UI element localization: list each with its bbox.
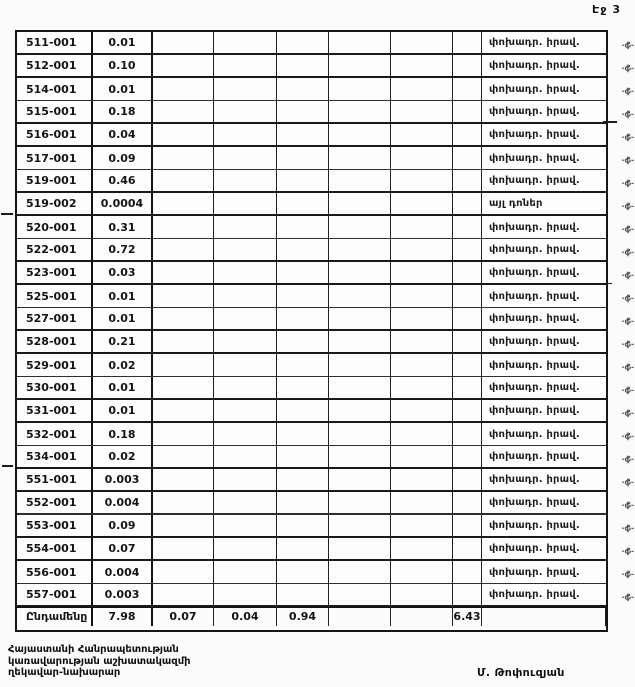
empty-cell — [453, 515, 482, 536]
empty-cell — [153, 400, 214, 421]
empty-cell — [214, 423, 277, 445]
table-row — [17, 492, 606, 515]
code-cell: 532-001 — [17, 423, 93, 445]
label-cell: փոխադր. իրավ. — [489, 428, 580, 440]
empty-cell — [391, 78, 453, 100]
empty-cell — [277, 515, 329, 536]
empty-cell — [453, 239, 482, 260]
empty-cell — [329, 262, 391, 283]
empty-cell — [329, 492, 391, 513]
table-row — [17, 469, 606, 492]
value-cell: 0.04 — [93, 124, 153, 145]
empty-cell — [453, 32, 482, 53]
margin-bleed-mark: ֊ֆ· — [621, 316, 635, 327]
scan-artifact-line — [603, 121, 617, 123]
value-cell: 0.004 — [93, 561, 153, 583]
empty-cell — [453, 538, 482, 559]
value-cell: 0.02 — [93, 354, 153, 376]
empty-cell — [153, 469, 214, 490]
empty-cell — [453, 147, 482, 169]
value-cell: 0.01 — [93, 308, 153, 329]
code-cell: 519-001 — [17, 170, 93, 191]
total-value-cell: 0.07 — [153, 608, 214, 626]
table-row — [17, 239, 606, 262]
total-value-cell: 7.98 — [93, 608, 153, 626]
margin-bleed-mark: ֊ֆ· — [621, 339, 635, 350]
table-row — [17, 147, 606, 170]
empty-cell — [277, 561, 329, 583]
total-value-cell: 0.94 — [277, 608, 329, 626]
empty-cell — [391, 446, 453, 467]
empty-cell — [153, 262, 214, 283]
table-row — [17, 32, 606, 55]
table-row — [17, 515, 606, 538]
code-cell: 512-001 — [17, 55, 93, 76]
table-row — [17, 78, 606, 101]
code-cell: 514-001 — [17, 78, 93, 100]
empty-cell — [153, 308, 214, 329]
empty-cell — [153, 446, 214, 467]
empty-cell — [277, 446, 329, 467]
margin-bleed-mark: ֊ֆ· — [621, 132, 635, 143]
margin-bleed-mark: ֊ֆ· — [621, 500, 635, 511]
empty-cell — [153, 584, 214, 605]
scan-artifact-line — [2, 465, 13, 467]
empty-cell — [277, 193, 329, 214]
empty-cell — [453, 377, 482, 398]
table-row — [17, 538, 606, 561]
margin-bleed-mark: ֊ֆ· — [621, 247, 635, 258]
label-cell — [17, 626, 93, 631]
label-cell: փոխադր. իրավ. — [489, 520, 580, 531]
margin-bleed-mark: ֊ֆ· — [621, 109, 635, 120]
empty-cell — [453, 400, 482, 421]
table-row — [17, 561, 606, 584]
code-cell: 525-001 — [17, 285, 93, 307]
empty-cell — [391, 354, 453, 376]
empty-cell — [391, 285, 453, 307]
code-cell: 516-001 — [17, 124, 93, 145]
footer-office-text — [8, 644, 191, 679]
empty-cell — [329, 377, 391, 398]
margin-bleed-mark: ֊ֆ· — [621, 408, 635, 419]
empty-cell — [453, 423, 482, 445]
label-cell: փոխադր. իրավ. — [489, 60, 580, 71]
empty-cell — [391, 101, 453, 122]
code-cell: 534-001 — [17, 446, 93, 467]
code-cell: 529-001 — [17, 354, 93, 376]
total-row — [17, 607, 606, 630]
empty-cell — [153, 515, 214, 536]
empty-cell — [153, 377, 214, 398]
margin-bleed-mark: ֊ֆ· — [621, 178, 635, 189]
table-row — [17, 55, 606, 78]
label-cell: փոխադր. իրավ. — [489, 267, 580, 278]
empty-cell — [214, 469, 277, 490]
scan-artifact-line — [600, 283, 612, 284]
empty-cell — [391, 170, 453, 191]
empty-cell — [214, 308, 277, 329]
empty-cell — [329, 354, 391, 376]
scan-artifact-line — [1, 213, 13, 215]
empty-cell — [153, 216, 214, 238]
empty-cell — [214, 147, 277, 169]
empty-cell — [214, 492, 277, 513]
empty-cell — [153, 331, 214, 352]
empty-cell — [153, 423, 214, 445]
empty-cell — [329, 32, 391, 53]
label-cell: փոխադր. իրավ. — [489, 313, 580, 324]
value-cell: 0.31 — [93, 216, 153, 238]
empty-cell — [214, 216, 277, 238]
empty-cell — [329, 446, 391, 467]
empty-cell — [329, 308, 391, 329]
empty-cell — [214, 101, 277, 122]
empty-cell — [329, 331, 391, 352]
empty-cell — [214, 584, 277, 605]
total-value-cell: 0.04 — [214, 608, 277, 626]
label-cell: փոխադր. իրավ. — [489, 497, 580, 508]
table-row — [17, 124, 606, 147]
code-cell: 522-001 — [17, 239, 93, 260]
empty-cell — [391, 262, 453, 283]
margin-bleed-mark: ֊ֆ· — [621, 431, 635, 442]
label-cell: փոխադր. իրավ. — [489, 451, 580, 462]
total-value-cell — [329, 608, 391, 626]
margin-bleed-mark: ֊ֆ· — [621, 592, 635, 603]
signature-name: Մ. Թոփուզյան — [477, 666, 565, 679]
empty-cell — [391, 308, 453, 329]
empty-cell — [277, 216, 329, 238]
value-cell: 0.03 — [93, 262, 153, 283]
value-cell: 0.01 — [93, 285, 153, 307]
empty-cell — [277, 239, 329, 260]
total-value-cell: 6.43 — [453, 608, 482, 626]
footer-line-2: կառավարության աշխատակազմի — [8, 655, 191, 667]
table-row — [17, 584, 606, 607]
label-cell: այլ դոներ — [489, 198, 543, 209]
empty-cell — [391, 561, 453, 583]
value-cell: 0.46 — [93, 170, 153, 191]
empty-cell — [277, 78, 329, 100]
value-cell: 0.01 — [93, 400, 153, 421]
empty-cell — [391, 515, 453, 536]
empty-cell — [329, 561, 391, 583]
code-cell: 520-001 — [17, 216, 93, 238]
value-cell: 0.09 — [93, 147, 153, 169]
total-value-cell — [391, 608, 453, 626]
total-value-cell — [482, 608, 606, 626]
empty-cell — [277, 262, 329, 283]
empty-cell — [329, 101, 391, 122]
label-cell: փոխադր. իրավ. — [489, 566, 580, 578]
empty-cell — [329, 147, 391, 169]
empty-cell — [277, 400, 329, 421]
label-cell: փոխադր. իրավ. — [489, 37, 580, 48]
empty-cell — [453, 446, 482, 467]
empty-cell — [277, 308, 329, 329]
label-cell: փոխադր. իրավ. — [489, 244, 580, 255]
label-cell: փոխադր. իրավ. — [489, 405, 580, 416]
margin-bleed-mark: ֊ֆ· — [621, 293, 635, 304]
empty-cell — [153, 32, 214, 53]
empty-cell — [153, 354, 214, 376]
empty-cell — [329, 423, 391, 445]
empty-cell — [391, 377, 453, 398]
table-row — [17, 101, 606, 124]
code-cell: 552-001 — [17, 492, 93, 513]
table-row — [17, 285, 606, 308]
label-cell: փոխադր. իրավ. — [489, 382, 580, 393]
empty-cell — [214, 124, 277, 145]
value-cell: 0.09 — [93, 515, 153, 536]
empty-cell — [214, 538, 277, 559]
empty-cell — [453, 469, 482, 490]
empty-cell — [329, 78, 391, 100]
margin-bleed-mark: ֊ֆ· — [621, 86, 635, 97]
margin-bleed-mark: ֊ֆ· — [621, 362, 635, 373]
page-number-label: Էջ 3 — [592, 3, 621, 16]
empty-cell — [277, 538, 329, 559]
ledger-table — [15, 30, 608, 632]
code-cell: 528-001 — [17, 331, 93, 352]
margin-bleed-mark: ֊ֆ· — [621, 270, 635, 281]
value-cell: 0.10 — [93, 55, 153, 76]
empty-cell — [329, 584, 391, 605]
empty-cell — [277, 55, 329, 76]
empty-cell — [277, 584, 329, 605]
margin-bleed-mark: ֊ֆ· — [621, 224, 635, 235]
empty-cell — [453, 331, 482, 352]
empty-cell — [153, 561, 214, 583]
value-cell: 0.004 — [93, 492, 153, 513]
empty-cell — [214, 239, 277, 260]
empty-cell — [329, 55, 391, 76]
footer-line-3: ղեկավար-նախարար — [8, 667, 121, 678]
empty-cell — [453, 101, 482, 122]
empty-cell — [453, 55, 482, 76]
empty-cell — [277, 492, 329, 513]
empty-cell — [453, 216, 482, 238]
code-cell: 557-001 — [17, 584, 93, 605]
footer-line-1: Հայաստանի Հանրապետության — [8, 644, 179, 655]
empty-cell — [153, 124, 214, 145]
empty-cell — [277, 147, 329, 169]
value-cell: 0.18 — [93, 423, 153, 445]
empty-cell — [391, 331, 453, 352]
label-cell: փոխադր. իրավ. — [489, 474, 580, 485]
empty-cell — [391, 469, 453, 490]
empty-cell — [453, 354, 482, 376]
empty-cell — [391, 193, 453, 214]
empty-cell — [391, 400, 453, 421]
empty-cell — [153, 170, 214, 191]
margin-bleed-mark: ֊ֆ· — [621, 477, 635, 488]
empty-cell — [453, 584, 482, 605]
code-cell: 556-001 — [17, 561, 93, 583]
empty-cell — [453, 492, 482, 513]
empty-cell — [277, 32, 329, 53]
empty-cell — [391, 239, 453, 260]
value-cell: 0.01 — [93, 78, 153, 100]
value-cell: 0.0004 — [93, 193, 153, 214]
margin-bleed-mark: ֊ֆ· — [621, 155, 635, 166]
empty-cell — [214, 32, 277, 53]
code-cell: 527-001 — [17, 308, 93, 329]
empty-cell — [329, 400, 391, 421]
code-cell: 553-001 — [17, 515, 93, 536]
empty-cell — [329, 193, 391, 214]
empty-cell — [391, 55, 453, 76]
empty-cell — [329, 170, 391, 191]
margin-bleed-mark: ֊ֆ· — [621, 569, 635, 580]
table-row — [17, 216, 606, 239]
empty-cell — [153, 78, 214, 100]
table-row — [17, 423, 606, 446]
value-cell: 0.02 — [93, 446, 153, 467]
value-cell: 0.01 — [93, 32, 153, 53]
code-cell: 515-001 — [17, 101, 93, 122]
empty-cell — [329, 285, 391, 307]
table-row — [17, 354, 606, 377]
margin-bleed-mark: ֊ֆ· — [621, 63, 635, 74]
empty-cell — [329, 515, 391, 536]
empty-cell — [277, 469, 329, 490]
empty-cell — [329, 538, 391, 559]
empty-cell — [391, 584, 453, 605]
empty-cell — [214, 285, 277, 307]
label-cell: փոխադր. իրավ. — [489, 175, 580, 186]
empty-cell — [277, 285, 329, 307]
margin-bleed-mark: ֊ֆ· — [621, 201, 635, 212]
empty-cell — [391, 147, 453, 169]
empty-cell — [153, 193, 214, 214]
empty-cell — [277, 354, 329, 376]
empty-cell — [277, 377, 329, 398]
empty-cell — [214, 446, 277, 467]
empty-cell — [453, 285, 482, 307]
empty-cell — [277, 331, 329, 352]
empty-cell — [453, 124, 482, 145]
empty-cell — [214, 561, 277, 583]
empty-cell — [153, 101, 214, 122]
empty-cell — [153, 239, 214, 260]
empty-cell — [453, 561, 482, 583]
margin-bleed-mark: ֊ֆ· — [621, 40, 635, 51]
label-cell: փոխադր. իրավ. — [489, 221, 580, 233]
value-cell: 0.003 — [93, 584, 153, 605]
label-cell: փոխադր. իրավ. — [489, 290, 580, 302]
code-cell: 523-001 — [17, 262, 93, 283]
code-cell: 554-001 — [17, 538, 93, 559]
label-cell: փոխադր. իրավ. — [489, 129, 580, 140]
table-row — [17, 446, 606, 469]
table-row — [17, 400, 606, 423]
empty-cell — [329, 239, 391, 260]
margin-bleed-mark: ֊ֆ· — [621, 454, 635, 465]
empty-cell — [391, 124, 453, 145]
empty-cell — [153, 492, 214, 513]
empty-cell — [153, 147, 214, 169]
margin-bleed-mark: ֊ֆ· — [621, 523, 635, 534]
empty-cell — [214, 78, 277, 100]
empty-cell — [153, 55, 214, 76]
empty-cell — [453, 193, 482, 214]
empty-cell — [329, 469, 391, 490]
empty-cell — [391, 538, 453, 559]
empty-cell — [329, 216, 391, 238]
label-cell: փոխադր. իրավ. — [489, 359, 580, 371]
table-row — [17, 377, 606, 400]
value-cell: 0.003 — [93, 469, 153, 490]
empty-cell — [214, 400, 277, 421]
code-cell: 519-002 — [17, 193, 93, 214]
value-cell: 0.18 — [93, 101, 153, 122]
empty-cell — [329, 124, 391, 145]
empty-cell — [214, 377, 277, 398]
code-cell: 551-001 — [17, 469, 93, 490]
label-cell: փոխադր. իրավ. — [489, 106, 580, 117]
empty-cell — [453, 170, 482, 191]
empty-cell — [214, 170, 277, 191]
empty-cell — [391, 216, 453, 238]
empty-cell — [214, 331, 277, 352]
empty-cell — [277, 124, 329, 145]
empty-cell — [391, 32, 453, 53]
empty-cell — [214, 193, 277, 214]
label-cell: փոխադր. իրավ. — [489, 543, 580, 554]
empty-cell — [453, 262, 482, 283]
table-row — [17, 170, 606, 193]
code-cell: 530-001 — [17, 377, 93, 398]
label-cell: փոխադր. իրավ. — [489, 336, 580, 347]
label-cell: փոխադր. իրավ. — [489, 83, 580, 95]
code-cell: 517-001 — [17, 147, 93, 169]
empty-cell — [214, 515, 277, 536]
margin-bleed-mark: ֊ֆ· — [621, 385, 635, 396]
label-cell: փոխադր. իրավ. — [489, 589, 580, 600]
empty-cell — [391, 423, 453, 445]
empty-cell — [391, 492, 453, 513]
value-cell: 0.72 — [93, 239, 153, 260]
empty-cell — [214, 262, 277, 283]
margin-bleed-mark: ֊ֆ· — [621, 546, 635, 557]
empty-cell — [153, 538, 214, 559]
empty-cell — [277, 170, 329, 191]
table-row — [17, 193, 606, 216]
empty-cell — [214, 55, 277, 76]
total-label-cell: Ընդամենը — [17, 608, 93, 626]
empty-cell — [453, 78, 482, 100]
code-cell: 531-001 — [17, 400, 93, 421]
empty-cell — [277, 101, 329, 122]
empty-cell — [214, 354, 277, 376]
value-cell: 0.21 — [93, 331, 153, 352]
code-cell: 511-001 — [17, 32, 93, 53]
value-cell: 0.01 — [93, 377, 153, 398]
table-row — [17, 308, 606, 331]
table-row — [17, 262, 606, 285]
empty-cell — [453, 308, 482, 329]
value-cell: 0.07 — [93, 538, 153, 559]
empty-cell — [153, 285, 214, 307]
empty-cell — [277, 423, 329, 445]
label-cell: փոխադր. իրավ. — [489, 152, 580, 164]
table-row — [17, 331, 606, 354]
